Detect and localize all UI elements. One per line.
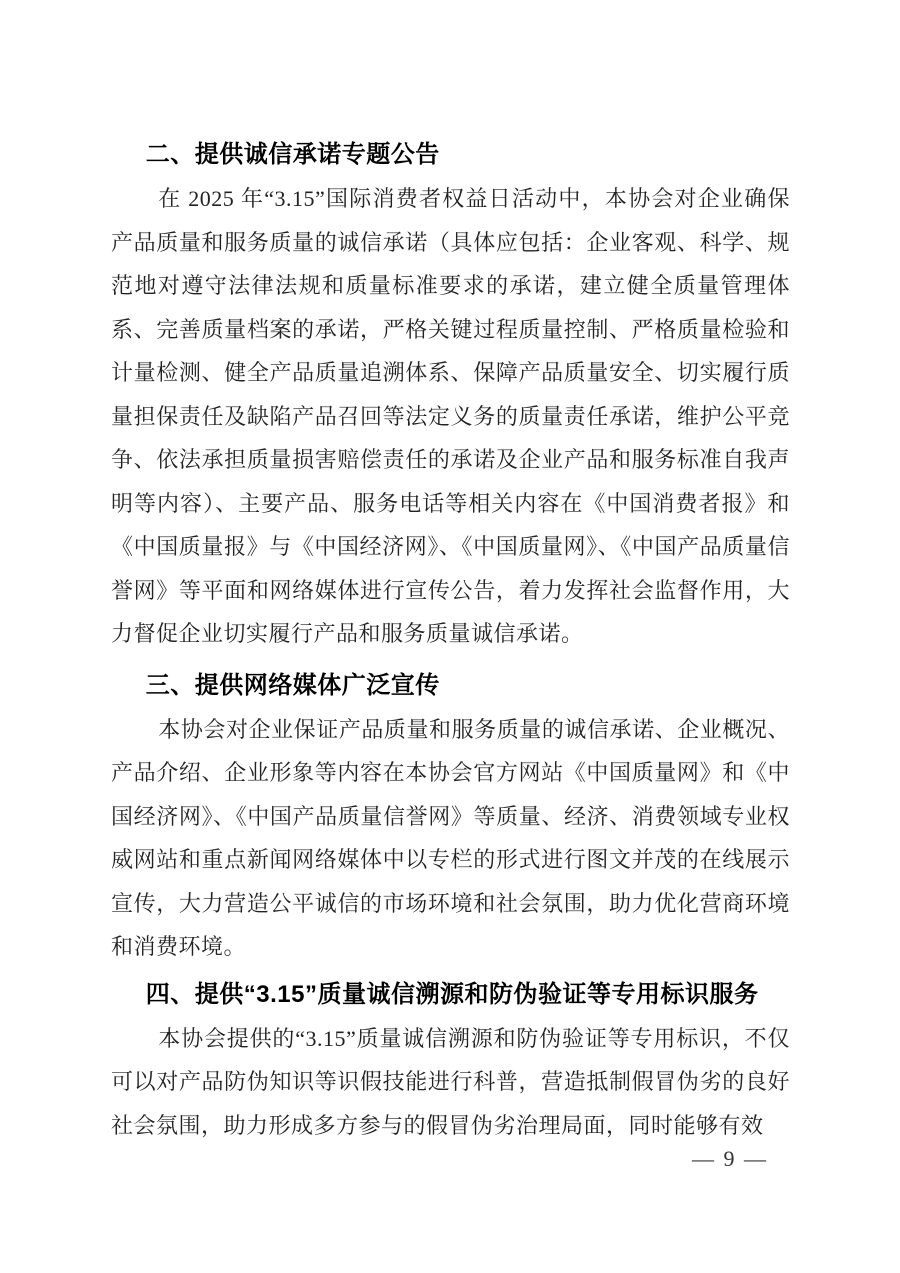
section-paragraph-4: 本协会提供的“3.15”质量诚信溯源和防伪验证等专用标识，不仅可以对产品防伪知识等识假技能进行科普，营造抵制假冒伪劣的良好社会氛围，助力形成多方参与的假冒伪劣治理局面，同时能够有效	[111, 1025, 790, 1138]
section-paragraph-2: 在 2025 年“3.15”国际消费者权益日活动中，本协会对企业确保产品质量和服务质量的诚信承诺（具体应包括：企业客观、科学、规范地对遵守法律法规和质量标准要求的承诺，建立健全质量管理体系、完善质量档案的承诺，严格关键过程质量控制、严格质量检验和计量检测、健全产品质量追溯体系、保障产品质量安全、切实履行质量担保责任及缺陷产品召回等法定义务的质量责任承诺，维护公平竞争、依法承担质量损害赔偿责任的承诺及企业产品和服务标准自我声明等内容）、主要产品、服务电话等相关内容在《中国消费者报》和《中国质量报》与《中国经济网》、《中国质量网》、《中国产品质量信誉网》等平面和网络媒体进行宣传公告，着力发挥社会监督作用，大力督促企业切实履行产品和服务质量诚信承诺。	[111, 186, 790, 646]
section-paragraph-3: 本协会对企业保证产品质量和服务质量的诚信承诺、企业概况、产品介绍、企业形象等内容在本协会官方网站《中国质量网》和《中国经济网》、《中国产品质量信誉网》等质量、经济、消费领域专业权威网站和重点新闻网络媒体中以专栏的形式进行图文并茂的在线展示宣传，大力营造公平诚信的市场环境和社会氛围，助力优化营商环境和消费环境。	[111, 716, 790, 959]
document-content	[111, 133, 790, 1147]
section-heading-2: 二、提供诚信承诺专题公告	[145, 141, 440, 168]
section-heading-3: 三、提供网络媒体广泛宣传	[145, 671, 440, 699]
section-heading-4: 四、提供“3.15”质量诚信溯源和防伪验证等专用标识服务	[145, 980, 759, 1008]
page-number: — 9 —	[692, 1146, 768, 1171]
